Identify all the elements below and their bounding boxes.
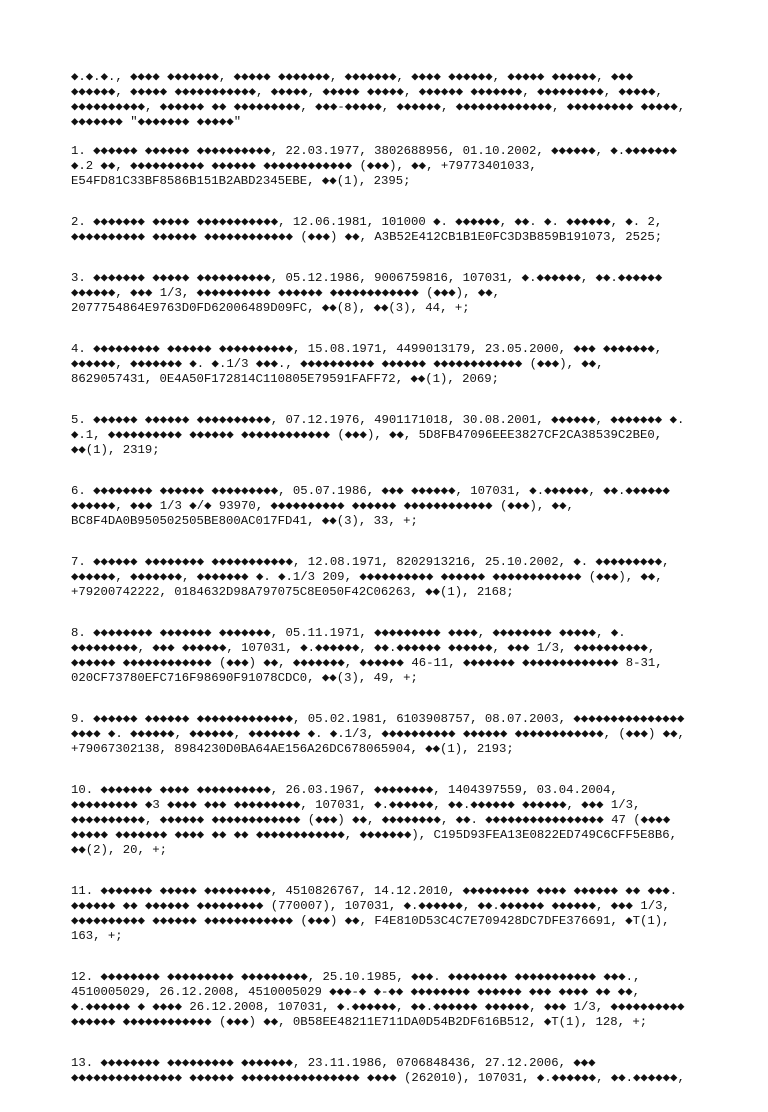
- entry-line: 020CF73780EFC716F98690F91078CDC0, ◆◆(3), 49, +;: [71, 671, 418, 685]
- list-item: [71, 1056, 701, 1086]
- entry-line: ◆◆◆◆ ◆. ◆◆◆◆◆◆, ◆◆◆◆◆◆, ◆◆◆◆◆◆◆ ◆. ◆.1/3, ◆◆◆◆◆◆◆◆◆◆ ◆◆◆◆◆◆ ◆◆◆◆◆◆◆◆◆◆◆◆, (◆◆◆) ◆◆,: [71, 727, 685, 741]
- intro-line: ◆◆◆◆◆◆, ◆◆◆◆◆ ◆◆◆◆◆◆◆◆◆◆◆, ◆◆◆◆◆, ◆◆◆◆◆ ◆◆◆◆◆, ◆◆◆◆◆◆ ◆◆◆◆◆◆◆, ◆◆◆◆◆◆◆◆◆, ◆◆◆◆◆,: [71, 85, 663, 99]
- list-item: [71, 342, 701, 387]
- entry-line: BC8F4DA0B950502505BE800AC017FD41, ◆◆(3), 33, +;: [71, 514, 418, 528]
- list-item: [71, 626, 701, 686]
- list-item: [71, 884, 701, 944]
- list-item: [71, 271, 701, 316]
- list-item: [71, 144, 701, 189]
- entry-line: 6. ◆◆◆◆◆◆◆◆ ◆◆◆◆◆◆ ◆◆◆◆◆◆◆◆◆, 05.07.1986, ◆◆◆ ◆◆◆◆◆◆, 107031, ◆.◆◆◆◆◆◆, ◆◆.◆◆◆◆◆◆: [71, 484, 670, 498]
- entry-line: ◆◆◆◆◆◆ ◆◆◆◆◆◆◆◆◆◆◆◆ (◆◆◆) ◆◆, ◆◆◆◆◆◆◆, ◆◆◆◆◆◆ 46-11, ◆◆◆◆◆◆◆ ◆◆◆◆◆◆◆◆◆◆◆◆◆ 8-31,: [71, 656, 663, 670]
- entry-line: ◆◆◆◆◆◆ ◆◆ ◆◆◆◆◆◆ ◆◆◆◆◆◆◆◆◆ (770007), 107031, ◆.◆◆◆◆◆◆, ◆◆.◆◆◆◆◆◆ ◆◆◆◆◆◆, ◆◆◆ 1/3,: [71, 899, 670, 913]
- entry-line: 9. ◆◆◆◆◆◆ ◆◆◆◆◆◆ ◆◆◆◆◆◆◆◆◆◆◆◆◆, 05.02.1981, 6103908757, 08.07.2003, ◆◆◆◆◆◆◆◆◆◆◆◆◆◆◆: [71, 712, 685, 726]
- document-page: [71, 70, 701, 1112]
- entry-line: 3. ◆◆◆◆◆◆◆ ◆◆◆◆◆ ◆◆◆◆◆◆◆◆◆◆, 05.12.1986, 9006759816, 107031, ◆.◆◆◆◆◆◆, ◆◆.◆◆◆◆◆◆: [71, 271, 663, 285]
- entry-line: ◆◆◆◆◆◆◆◆◆, ◆◆◆ ◆◆◆◆◆◆, 107031, ◆.◆◆◆◆◆◆, ◆◆.◆◆◆◆◆◆ ◆◆◆◆◆◆, ◆◆◆ 1/3, ◆◆◆◆◆◆◆◆◆◆,: [71, 641, 656, 655]
- entry-line: 1. ◆◆◆◆◆◆ ◆◆◆◆◆◆ ◆◆◆◆◆◆◆◆◆◆, 22.03.1977, 3802688956, 01.10.2002, ◆◆◆◆◆◆, ◆.◆◆◆◆◆◆◆: [71, 144, 677, 158]
- entry-line: ◆◆◆◆◆◆, ◆◆◆◆◆◆◆ ◆. ◆.1/3 ◆◆◆., ◆◆◆◆◆◆◆◆◆◆ ◆◆◆◆◆◆ ◆◆◆◆◆◆◆◆◆◆◆◆ (◆◆◆), ◆◆,: [71, 357, 604, 371]
- entry-line: 8. ◆◆◆◆◆◆◆◆ ◆◆◆◆◆◆◆ ◆◆◆◆◆◆◆, 05.11.1971, ◆◆◆◆◆◆◆◆◆ ◆◆◆◆, ◆◆◆◆◆◆◆◆ ◆◆◆◆◆, ◆.: [71, 626, 626, 640]
- intro-line: ◆.◆.◆., ◆◆◆◆ ◆◆◆◆◆◆◆, ◆◆◆◆◆ ◆◆◆◆◆◆◆, ◆◆◆◆◆◆◆, ◆◆◆◆ ◆◆◆◆◆◆, ◆◆◆◆◆ ◆◆◆◆◆◆, ◆◆◆: [71, 70, 634, 84]
- entry-line: 4. ◆◆◆◆◆◆◆◆◆ ◆◆◆◆◆◆ ◆◆◆◆◆◆◆◆◆◆, 15.08.1971, 4499013179, 23.05.2000, ◆◆◆ ◆◆◆◆◆◆◆,: [71, 342, 663, 356]
- entry-line: ◆◆◆◆◆◆◆◆◆◆, ◆◆◆◆◆◆ ◆◆◆◆◆◆◆◆◆◆◆◆ (◆◆◆) ◆◆, ◆◆◆◆◆◆◆◆, ◆◆. ◆◆◆◆◆◆◆◆◆◆◆◆◆◆◆◆ 47 (◆◆◆◆: [71, 813, 671, 827]
- entry-line: ◆◆◆◆◆◆ ◆◆◆◆◆◆◆◆◆◆◆◆ (◆◆◆) ◆◆, 0B58EE48211E711DA0D54B2DF616B512, ◆T(1), 128, +;: [71, 1015, 648, 1029]
- list-item: [71, 215, 701, 245]
- entry-line: 163, +;: [71, 929, 123, 943]
- entry-line: +79067302138, 8984230D0BA64AE156A26DC678065904, ◆◆(1), 2193;: [71, 742, 514, 756]
- entry-line: 11. ◆◆◆◆◆◆◆ ◆◆◆◆◆ ◆◆◆◆◆◆◆◆◆, 4510826767, 14.12.2010, ◆◆◆◆◆◆◆◆◆ ◆◆◆◆ ◆◆◆◆◆◆ ◆◆ ◆◆◆.: [71, 884, 678, 898]
- entry-line: 10. ◆◆◆◆◆◆◆ ◆◆◆◆ ◆◆◆◆◆◆◆◆◆◆, 26.03.1967, ◆◆◆◆◆◆◆◆, 1404397559, 03.04.2004,: [71, 783, 618, 797]
- entry-line: ◆◆◆◆◆◆◆◆◆ ◆3 ◆◆◆◆ ◆◆◆ ◆◆◆◆◆◆◆◆◆, 107031, ◆.◆◆◆◆◆◆, ◆◆.◆◆◆◆◆◆ ◆◆◆◆◆◆, ◆◆◆ 1/3,: [71, 798, 641, 812]
- entry-line: 4510005029, 26.12.2008, 4510005029 ◆◆◆-◆ ◆-◆◆ ◆◆◆◆◆◆◆◆ ◆◆◆◆◆◆ ◆◆◆ ◆◆◆◆ ◆◆ ◆◆,: [71, 985, 640, 999]
- entry-line: 8629057431, 0E4A50F172814C110805E79591FAFF72, ◆◆(1), 2069;: [71, 372, 500, 386]
- list-item: [71, 712, 701, 757]
- entry-line: 13. ◆◆◆◆◆◆◆◆ ◆◆◆◆◆◆◆◆◆ ◆◆◆◆◆◆◆, 23.11.1986, 0706848436, 27.12.2006, ◆◆◆: [71, 1056, 596, 1070]
- entry-line: 7. ◆◆◆◆◆◆ ◆◆◆◆◆◆◆◆ ◆◆◆◆◆◆◆◆◆◆◆, 12.08.1971, 8202913216, 25.10.2002, ◆. ◆◆◆◆◆◆◆◆◆,: [71, 555, 670, 569]
- entry-line: E54FD81C33BF8586B151B2ABD2345EBE, ◆◆(1), 2395;: [71, 174, 411, 188]
- intro-line: ◆◆◆◆◆◆◆◆◆◆, ◆◆◆◆◆◆ ◆◆ ◆◆◆◆◆◆◆◆◆, ◆◆◆-◆◆◆◆◆, ◆◆◆◆◆◆, ◆◆◆◆◆◆◆◆◆◆◆◆◆, ◆◆◆◆◆◆◆◆◆ ◆◆◆◆◆,: [71, 100, 686, 114]
- entry-line: 2. ◆◆◆◆◆◆◆ ◆◆◆◆◆ ◆◆◆◆◆◆◆◆◆◆◆, 12.06.1981, 101000 ◆. ◆◆◆◆◆◆, ◆◆. ◆. ◆◆◆◆◆◆, ◆. 2,: [71, 215, 663, 229]
- document-intro: [71, 70, 701, 130]
- entry-line: +79200742222, 0184632D98A797075C8E050F42C06263, ◆◆(1), 2168;: [71, 585, 514, 599]
- list-item: [71, 484, 701, 529]
- entry-line: 5. ◆◆◆◆◆◆ ◆◆◆◆◆◆ ◆◆◆◆◆◆◆◆◆◆, 07.12.1976, 4901171018, 30.08.2001, ◆◆◆◆◆◆, ◆◆◆◆◆◆◆ ◆.: [71, 413, 685, 427]
- list-item: [71, 555, 701, 600]
- list-item: [71, 413, 701, 458]
- entry-line: ◆◆◆◆◆◆, ◆◆◆ 1/3, ◆◆◆◆◆◆◆◆◆◆ ◆◆◆◆◆◆ ◆◆◆◆◆◆◆◆◆◆◆◆ (◆◆◆), ◆◆,: [71, 286, 501, 300]
- entry-line: ◆◆◆◆◆ ◆◆◆◆◆◆◆ ◆◆◆◆ ◆◆ ◆◆ ◆◆◆◆◆◆◆◆◆◆◆◆, ◆◆◆◆◆◆◆), C195D93FEA13E0822ED749C6CFF5E8B6,: [71, 828, 678, 842]
- intro-line: ◆◆◆◆◆◆◆ "◆◆◆◆◆◆◆ ◆◆◆◆◆": [71, 115, 242, 129]
- list-item: [71, 970, 701, 1030]
- entry-line: ◆◆◆◆◆◆, ◆◆◆ 1/3 ◆/◆ 93970, ◆◆◆◆◆◆◆◆◆◆ ◆◆◆◆◆◆ ◆◆◆◆◆◆◆◆◆◆◆◆ (◆◆◆), ◆◆,: [71, 499, 574, 513]
- entry-line: ◆◆◆◆◆◆◆◆◆◆ ◆◆◆◆◆◆ ◆◆◆◆◆◆◆◆◆◆◆◆ (◆◆◆) ◆◆, F4E810D53C4C7E709428DC7DFE376691, ◆T(1),: [71, 914, 670, 928]
- entry-line: ◆◆◆◆◆◆◆◆◆◆◆◆◆◆◆ ◆◆◆◆◆◆ ◆◆◆◆◆◆◆◆◆◆◆◆◆◆◆◆ ◆◆◆◆ (262010), 107031, ◆.◆◆◆◆◆◆, ◆◆.◆◆◆◆◆◆,: [71, 1071, 685, 1085]
- entry-line: ◆.1, ◆◆◆◆◆◆◆◆◆◆ ◆◆◆◆◆◆ ◆◆◆◆◆◆◆◆◆◆◆◆ (◆◆◆), ◆◆, 5D8FB47096EEE3827CF2CA38539C2BE0,: [71, 428, 663, 442]
- entry-line: ◆◆(2), 20, +;: [71, 843, 167, 857]
- entry-line: ◆.2 ◆◆, ◆◆◆◆◆◆◆◆◆◆ ◆◆◆◆◆◆ ◆◆◆◆◆◆◆◆◆◆◆◆ (◆◆◆), ◆◆, +79773401033,: [71, 159, 537, 173]
- entry-line: 12. ◆◆◆◆◆◆◆◆ ◆◆◆◆◆◆◆◆◆ ◆◆◆◆◆◆◆◆◆, 25.10.1985, ◆◆◆. ◆◆◆◆◆◆◆◆ ◆◆◆◆◆◆◆◆◆◆◆ ◆◆◆.,: [71, 970, 641, 984]
- entry-line: ◆.◆◆◆◆◆◆ ◆ ◆◆◆◆ 26.12.2008, 107031, ◆.◆◆◆◆◆◆, ◆◆.◆◆◆◆◆◆ ◆◆◆◆◆◆, ◆◆◆ 1/3, ◆◆◆◆◆◆◆◆◆◆: [71, 1000, 685, 1014]
- entry-line: ◆◆◆◆◆◆◆◆◆◆ ◆◆◆◆◆◆ ◆◆◆◆◆◆◆◆◆◆◆◆ (◆◆◆) ◆◆, A3B52E412CB1B1E0FC3D3B859B191073, 2525;: [71, 230, 663, 244]
- entry-line: ◆◆◆◆◆◆, ◆◆◆◆◆◆◆, ◆◆◆◆◆◆◆ ◆. ◆.1/3 209, ◆◆◆◆◆◆◆◆◆◆ ◆◆◆◆◆◆ ◆◆◆◆◆◆◆◆◆◆◆◆ (◆◆◆), ◆◆,: [71, 570, 663, 584]
- entries-list: [71, 144, 701, 1086]
- entry-line: 2077754864E9763D0FD62006489D09FC, ◆◆(8), ◆◆(3), 44, +;: [71, 301, 470, 315]
- list-item: [71, 783, 701, 858]
- entry-line: ◆◆(1), 2319;: [71, 443, 160, 457]
